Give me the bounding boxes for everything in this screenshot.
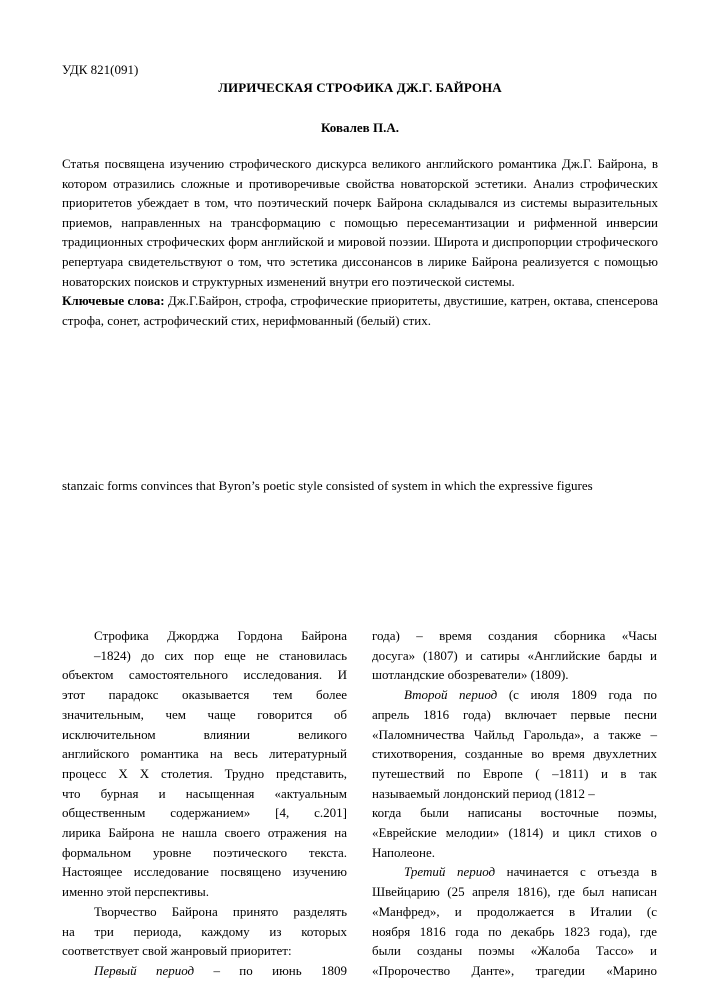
- keywords-label: Ключевые слова:: [62, 293, 165, 309]
- period-label: Третий период: [404, 864, 496, 880]
- text-line: [372, 764, 657, 784]
- text-line: [62, 626, 347, 646]
- udk-code: УДК 821(091): [62, 62, 139, 77]
- keywords-list: Дж.Г.Байрон, строфа, строфические приоритеты, двустишие, катрен, октава, спенсерова строфа, сонет, астрофический стих, нерифмованный (белый) стих.: [62, 293, 658, 328]
- text-line: [62, 922, 347, 942]
- text-line: [372, 784, 657, 804]
- line-text: «Пророчество Данте», трагедии «Марино: [372, 962, 657, 978]
- abstract: [62, 154, 658, 330]
- line-text: «Паломничества Чайльд Гарольда», а также –: [372, 726, 657, 742]
- line-text: процесс X X столетия. Трудно представить,: [62, 765, 347, 781]
- text-line: [372, 882, 657, 902]
- line-text: «Манфред», и продолжается в Италии (с: [372, 903, 657, 919]
- line-text: начинается с отъезда в: [495, 864, 657, 880]
- text-line: [62, 843, 347, 863]
- line-text: ноября 1816 года по декабрь 1823 года), где: [372, 923, 657, 939]
- text-line: [372, 941, 657, 961]
- text-line: [62, 803, 347, 823]
- text-line: [372, 665, 657, 685]
- text-line: [62, 902, 347, 922]
- line-text: Швейцарию (25 апреля 1816), где был написан: [372, 884, 657, 900]
- text-line: [62, 823, 347, 843]
- line-text: на три периода, каждому из которых: [62, 923, 347, 939]
- text-line: [372, 922, 657, 942]
- text-line: [62, 882, 347, 902]
- line-text: досуга» (1807) и сатиры «Английские барды и: [372, 647, 657, 663]
- line-text: шотландские обозреватели» (1809).: [372, 667, 569, 683]
- text-line: [62, 961, 347, 981]
- line-text: когда были написаны восточные поэмы,: [372, 805, 657, 821]
- text-line: [62, 725, 347, 745]
- text-line: [62, 646, 347, 666]
- line-text: –1824) до сих пор еще не становилась: [94, 647, 347, 663]
- article-title: ЛИРИЧЕСКАЯ СТРОФИКА ДЖ.Г. БАЙРОНА: [218, 80, 502, 95]
- line-text: (с июля 1809 года по: [497, 687, 658, 703]
- line-text: общественным содержанием» [4, с.201]: [62, 805, 347, 821]
- text-line: [372, 803, 657, 823]
- line-text: именно этой перспективы.: [62, 884, 210, 900]
- text-line: [372, 744, 657, 764]
- line-text: лирика Байрона не нашла своего отражения на: [62, 825, 347, 841]
- line-text: называемый лондонский период (1812 –: [372, 785, 595, 801]
- line-text: апрель 1816 года) включает первые песни: [372, 706, 657, 722]
- text-line: [62, 665, 347, 685]
- text-line: [62, 941, 347, 961]
- text-line: [62, 744, 347, 764]
- text-line: [372, 902, 657, 922]
- text-line: [372, 843, 657, 863]
- text-line: [372, 725, 657, 745]
- author-name: Ковалев П.А.: [321, 120, 399, 135]
- text-line: [62, 784, 347, 804]
- line-text: соответствует свой жанровый приоритет:: [62, 943, 292, 959]
- english-abstract-fragment: stanzaic forms convinces that Byron’s poetic style consisted of system in which the expressive figures: [62, 478, 593, 493]
- line-text: Творчество Байрона принято разделять: [94, 903, 347, 919]
- abstract-text: Статья посвящена изучению строфического дискурса великого английского романтика Дж.Г. Байрона, в котором отразились сложные и противоречивые свойства новаторской эстетики. Анализ строфических приоритетов убеждает в том, что поэтический почерк Байрона складывался из системы выразительных приемов, направленных на трансформацию с помощью пересемантизации и рифменной инверсии традиционных строфических форм английской и мировой поэзии. Широта и диспропорции строфического репертуара свидетельствуют о том, что эстетика диссонансов в лирике Байрона реализуется с помощью новаторских поисков и структурных изменений внутри его поэтической системы.: [62, 156, 658, 289]
- body-column-right: [372, 626, 657, 981]
- text-line: [372, 705, 657, 725]
- line-text: путешествий по Европе ( –1811) и в так: [372, 765, 657, 781]
- keywords-paragraph: [62, 291, 658, 330]
- text-line: [372, 862, 657, 882]
- text-line: [372, 961, 657, 981]
- line-text: значительным, чем чаще говорится об: [62, 706, 347, 722]
- line-text: английского романтика на весь литературный: [62, 746, 347, 762]
- line-text: Строфика Джорджа Гордона Байрона: [94, 628, 347, 643]
- text-line: [62, 862, 347, 882]
- line-text: года) – время создания сборника «Часы: [372, 628, 657, 643]
- text-line: [372, 626, 657, 646]
- line-text: формальном уровне поэтического текста.: [62, 844, 347, 860]
- text-line: [372, 685, 657, 705]
- text-line: [62, 705, 347, 725]
- body-column-left: [62, 626, 347, 981]
- text-line: [62, 764, 347, 784]
- line-text: исключительном влиянии великого: [62, 726, 347, 742]
- line-text: Настоящее исследование посвящено изучению: [62, 864, 347, 880]
- line-text: этот парадокс оказывается тем более: [62, 687, 347, 703]
- text-line: [372, 646, 657, 666]
- line-text: Наполеоне.: [372, 844, 436, 860]
- text-line: [62, 685, 347, 705]
- text-line: [372, 823, 657, 843]
- period-label: Второй период: [404, 687, 498, 703]
- line-text: объектом самостоятельного исследования. И: [62, 667, 347, 683]
- line-text: «Еврейские мелодии» (1814) и цикл стихов о: [372, 825, 657, 841]
- line-text: были созданы поэмы «Жалоба Тассо» и: [372, 943, 657, 959]
- line-text: что бурная и насыщенная «актуальным: [62, 785, 347, 801]
- line-text: – по июнь 1809: [213, 962, 348, 978]
- period-label: Первый период: [94, 962, 195, 978]
- line-text: стихотворения, созданные во время двухлетних: [372, 746, 657, 762]
